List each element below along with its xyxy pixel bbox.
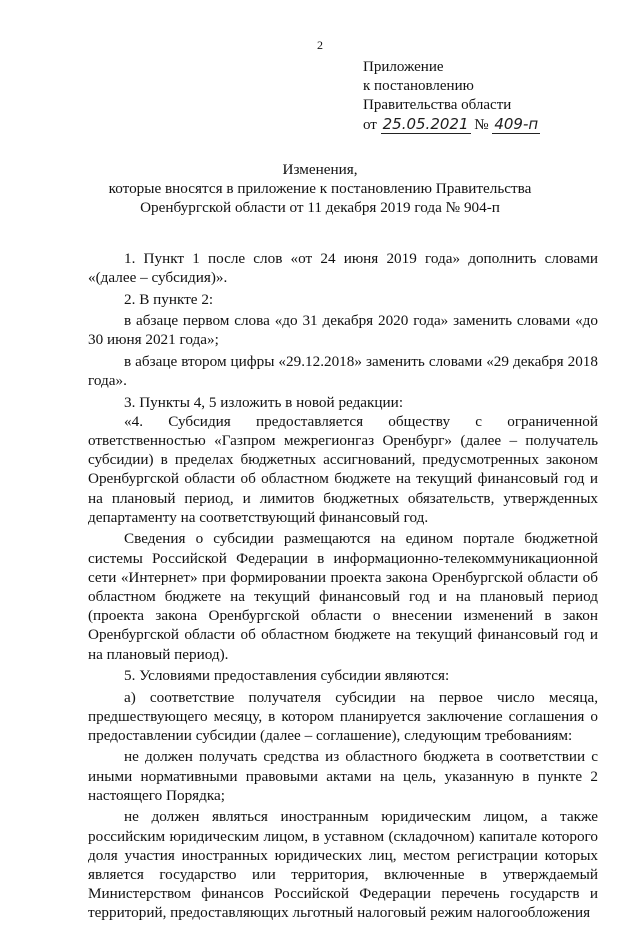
paragraph: 5. Условиями предоставления субсидии являются:: [124, 667, 450, 685]
paragraph: а) соответствие получателя субсидии на первое число месяца, предшествующего месяцу, в котором планируется заключение соглашения о предоставлении субсидии (далее – соглашение), следующим требованиям:: [88, 688, 598, 744]
appendix-date-line: [363, 115, 540, 135]
title-line-1: Изменения,: [282, 161, 358, 178]
paragraph: в абзаце первом слова «до 31 декабря 2020 года» заменить словами «до 30 июня 2021 года»;: [88, 312, 598, 349]
handwritten-date: 25.05.2021: [382, 115, 469, 133]
paragraph: Сведения о субсидии размещаются на едином портале бюджетной системы Российской Федерации в информационно-телекоммуникационной сети «Интернет» при формировании проекта закона Оренбургской области об областном бюджете на текущий финансовый год и на плановый период (проекта закона Оренбургской области о внесении изменений в закон Оренбургской области об областном бюджете на текущий финансовый год и на плановый период).: [88, 530, 598, 663]
appendix-line-2: к постановлению: [363, 78, 474, 94]
number-sign: №: [474, 117, 489, 133]
title-line-3: Оренбургской области от 11 декабря 2019 года № 904-п: [140, 199, 500, 216]
title-line-2: которые вносятся в приложение к постановлению Правительства: [108, 180, 532, 197]
document-title: [0, 160, 640, 217]
paragraph: не должен получать средства из областного бюджета в соответствии с иными нормативными правовыми актами на цель, указанную в пункте 2 настоящего Порядка;: [88, 748, 598, 804]
page-number: 2: [317, 38, 323, 52]
date-prefix: от: [363, 117, 377, 133]
paragraph: 1. Пункт 1 после слов «от 24 июня 2019 года» дополнить словами «(далее – субсидия)».: [88, 250, 598, 287]
appendix-header: [363, 58, 540, 135]
appendix-line-3: Правительства области: [363, 97, 512, 113]
appendix-line-1: Приложение: [363, 59, 444, 75]
paragraph: 2. В пункте 2:: [124, 290, 214, 308]
paragraph: не должен являться иностранным юридическим лицом, а также российским юридическим лицом, в уставном (складочном) капитале которого доля участия иностранных юридических лиц, местом регистрации которых является государство или территория, включенные в утверждаемый Министерством финансов Российской Федерации перечень государств и территорий, предоставляющих льготный налоговый режим налогообложения: [88, 808, 598, 922]
paragraph: 3. Пункты 4, 5 изложить в новой редакции:: [124, 393, 404, 411]
document-body: [88, 249, 598, 925]
paragraph: «4. Субсидия предоставляется обществу с ограниченной ответственностью «Газпром межрегионгаз Оренбург» (далее – получатель субсидии) в пределах бюджетных ассигнований, предусмотренных законом Оренбургской области об областном бюджете на текущий финансовый год и на плановый период, и лимитов бюджетных обязательств, утвержденных департаменту на соответствующий финансовый год.: [88, 412, 598, 526]
handwritten-number: 409-п: [494, 115, 539, 133]
paragraph: в абзаце втором цифры «29.12.2018» заменить словами «29 декабря 2018 года».: [88, 352, 598, 390]
